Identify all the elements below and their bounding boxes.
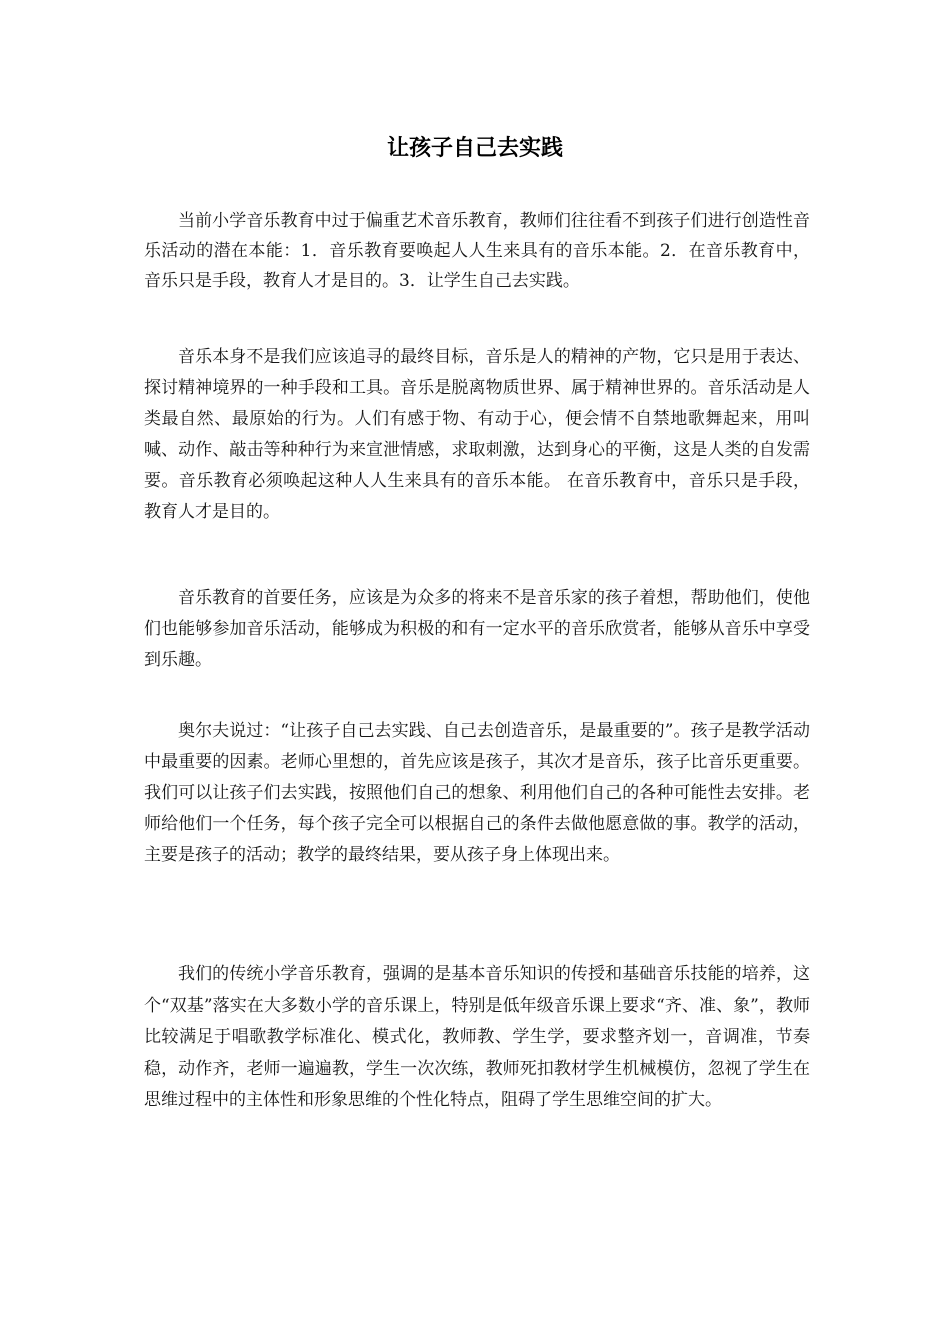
paragraph-5: 我们的传统小学音乐教育，强调的是基本音乐知识的传授和基础音乐技能的培养，这个“双基”落实在大多数小学的音乐课上，特别是低年级音乐课上要求“齐、准、象”，教师比较满足于唱歌教学标准化、模式化，教师教、学生学，要求整齐划一，音调准，节奏稳，动作齐，老师一遍遍教，学生一次次练，教师死扣教材学生机械模仿，忽视了学生在思维过程中的主体性和形象思维的个性化特点，阻碍了学生思维空间的扩大。 [144, 964, 810, 1110]
paragraph-3: 音乐教育的首要任务，应该是为众多的将来不是音乐家的孩子着想，帮助他们，使他们也能够参加音乐活动，能够成为积极的和有一定水平的音乐欣赏者，能够从音乐中享受到乐趣。 [144, 588, 810, 670]
paragraph-1: 当前小学音乐教育中过于偏重艺术音乐教育，教师们往往看不到孩子们进行创造性音乐活动的潜在本能：1．音乐教育要唤起人人生来具有的音乐本能。2．在音乐教育中，音乐只是手段，教育人才是目的。3．让学生自己去实践。 [144, 211, 810, 291]
paragraph-2: 音乐本身不是我们应该追寻的最终目标，音乐是人的精神的产物，它只是用于表达、探讨精神境界的一种手段和工具。音乐是脱离物质世界、属于精神世界的。音乐活动是人类最自然、最原始的行为。人们有感于物、有动于心，便会情不自禁地歌舞起来，用叫喊、动作、敲击等种种行为来宣泄情感，求取刺激，达到身心的平衡，这是人类的自发需要。音乐教育必须唤起这种人人生来具有的音乐本能。 在音乐教育中，音乐只是手段，教育人才是目的。 [144, 347, 810, 522]
paragraph-4: 奥尔夫说过：“让孩子自己去实践、自己去创造音乐，是最重要的”。孩子是教学活动中最重要的因素。老师心里想的，首先应该是孩子，其次才是音乐，孩子比音乐更重要。我们可以让孩子们去实践，按照他们自己的想象、利用他们自己的各种可能性去安排。老师给他们一个任务，每个孩子完全可以根据自己的条件去做他愿意做的事。教学的活动，主要是孩子的活动；教学的最终结果，要从孩子身上体现出来。 [144, 721, 810, 865]
document-title: 让孩子自己去实践 [386, 136, 563, 161]
